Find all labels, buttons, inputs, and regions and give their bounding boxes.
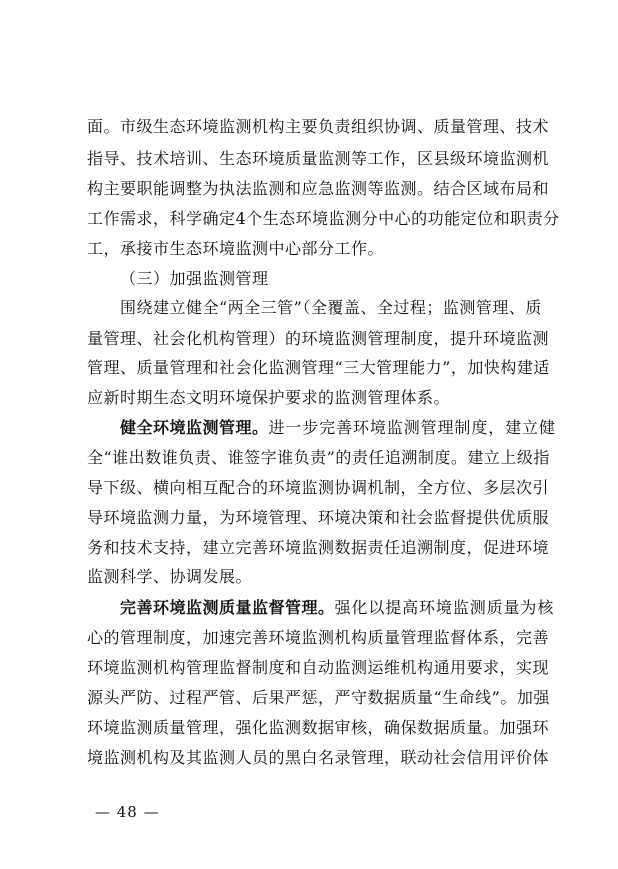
section-heading: （三）加强监测管理 <box>120 269 269 288</box>
paragraph-line: 强化以提高环境监测质量为核 <box>334 598 555 617</box>
paragraph-lead-heading: 健全环境监测管理。 <box>120 418 269 437</box>
paragraph-line: 环境监测机构管理监督制度和自动监测运维机构通用要求，实现 <box>87 658 550 677</box>
paragraph-line: 源头严防、过程严管、后果严惩，严守数据质量“生命线”。加强 <box>87 688 550 707</box>
paragraph-line: 环境监测质量管理，强化监测数据审核，确保数据质量。加强环 <box>87 718 550 737</box>
paragraph-line: 导下级、横向相互配合的环境监测协调机制，全方位、多层次引 <box>87 478 550 497</box>
paragraph-line: 监测科学、协调发展。 <box>87 567 253 586</box>
paragraph-line: 应新时期生态文明环境保护要求的监测管理体系。 <box>87 388 451 407</box>
paragraph-line: 构主要职能调整为执法监测和应急监测等监测。结合区域布局和 <box>87 179 550 198</box>
paragraph-line: 进一步完善环境监测管理制度，建立健 <box>268 418 556 437</box>
paragraph-line: 工作需求，科学确定4个生态环境监测分中心的功能定位和职责分 <box>87 209 560 228</box>
paragraph-line: 管理、质量管理和社会化监测管理“三大管理能力”，加快构建适 <box>87 358 550 377</box>
paragraph-line: 全“谁出数谁负责、谁签字谁负责”的责任追溯制度。建立上级指 <box>87 448 550 467</box>
paragraph-lead-heading: 完善环境监测质量监督管理。 <box>120 598 335 617</box>
paragraph-first-line <box>120 598 555 618</box>
page-number: — 48 — <box>95 803 160 821</box>
paragraph-line: 境监测机构及其监测人员的黑白名录管理，联动社会信用评价体 <box>87 748 550 767</box>
paragraph-line: 务和技术支持，建立完善环境监测数据责任追溯制度，促进环境 <box>87 538 550 557</box>
paragraph-line: 工，承接市生态环境监测中心部分工作。 <box>87 239 385 258</box>
paragraph-line: 面。市级生态环境监测机构主要负责组织协调、质量管理、技术 <box>87 117 550 136</box>
paragraph-line: 围绕建立健全“两全三管”（全覆盖、全过程；监测管理、质 <box>120 298 542 317</box>
paragraph-first-line <box>120 418 556 438</box>
paragraph-line: 导环境监测力量，为环境管理、环境决策和社会监督提供优质服 <box>87 508 550 527</box>
paragraph-line: 心的管理制度，加速完善环境监测机构质量管理监督体系，完善 <box>87 628 550 647</box>
paragraph-line: 指导、技术培训、生态环境质量监测等工作，区县级环境监测机 <box>87 149 550 168</box>
paragraph-line: 量管理、社会化机构管理）的环境监测管理制度，提升环境监测 <box>87 329 550 348</box>
